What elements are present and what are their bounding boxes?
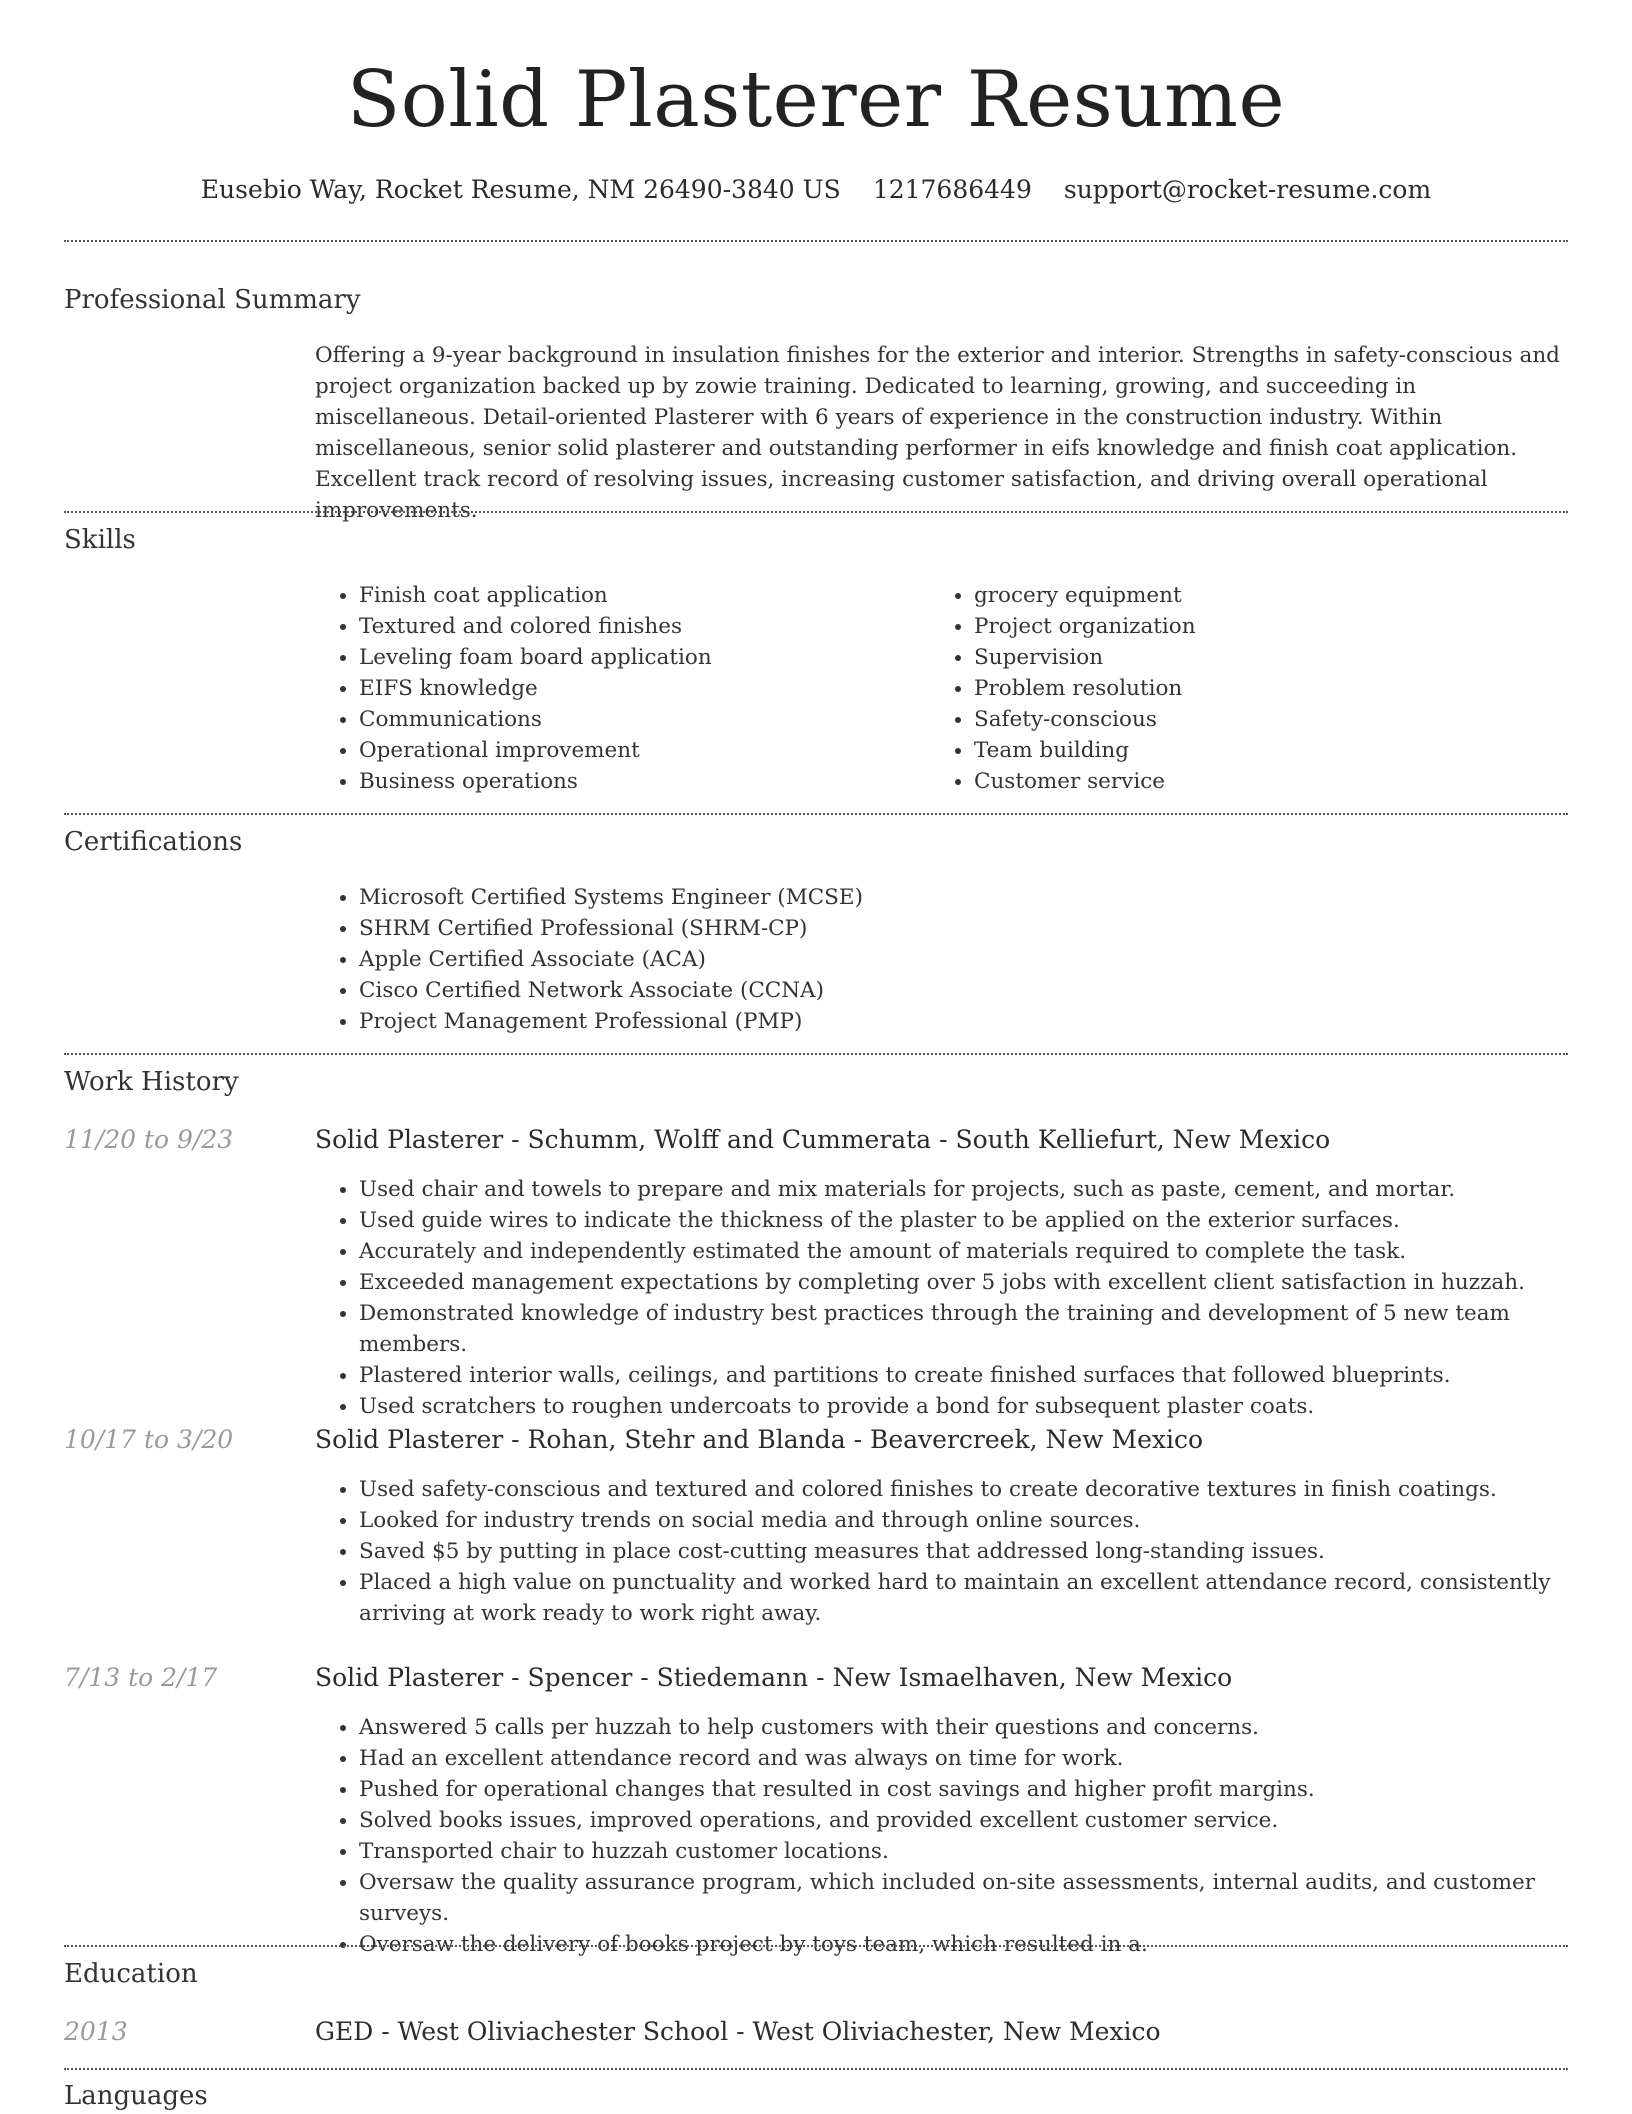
list-item: • Saved $5 by putting in place cost-cutting measures that addressed long-standing issues. [359,1536,1609,1567]
education-year: 2013 [64,2017,128,2046]
list-item: • Used chair and towels to prepare and mix materials for projects, such as paste, cement, and mortar. [359,1174,1609,1205]
section-heading-education: Education [64,1959,198,1989]
skills-list-left [315,580,919,797]
list-item: • Finish coat application [359,580,919,611]
job-dates: 11/20 to 9/23 [64,1125,234,1154]
list-item: • Oversaw the delivery of books project by toys team, which resulted in a. [359,1929,1609,1960]
section-heading-work-history: Work History [64,1067,239,1097]
list-item: • SHRM Certified Professional (SHRM-CP) [359,913,1609,944]
list-item: • Looked for industry trends on social media and through online sources. [359,1505,1609,1536]
divider [64,511,1568,513]
list-item: • Operational improvement [359,735,919,766]
list-item: • EIFS knowledge [359,673,919,704]
list-item: • Apple Certified Associate (ACA) [359,944,1609,975]
list-item: • Had an excellent attendance record and was always on time for work. [359,1743,1609,1774]
job-title: Solid Plasterer - Spencer - Stiedemann - New Ismaelhaven, New Mexico [315,1663,1233,1692]
divider [64,813,1568,815]
page-title: Solid Plasterer Resume [346,55,1286,145]
divider [64,240,1568,242]
list-item: • Pushed for operational changes that resulted in cost savings and higher profit margins. [359,1774,1609,1805]
list-item: • Problem resolution [974,673,1594,704]
divider [64,2068,1568,2070]
list-item: • Oversaw the quality assurance program, which included on-site assessments, internal audits, and customer surveys. [359,1867,1609,1929]
list-item: • grocery equipment [974,580,1594,611]
job-bullets [315,1174,1609,1422]
list-item: • Used guide wires to indicate the thickness of the plaster to be applied on the exterior surfaces. [359,1205,1609,1236]
list-item: • Accurately and independently estimated the amount of materials required to complete the task. [359,1236,1609,1267]
divider [64,1945,1568,1947]
list-item: • Cisco Certified Network Associate (CCNA) [359,975,1609,1006]
list-item: • Project organization [974,611,1594,642]
certifications-list [315,882,1609,1037]
list-item: • Used safety-conscious and textured and colored finishes to create decorative textures in finish coatings. [359,1474,1609,1505]
list-item: • Transported chair to huzzah customer locations. [359,1836,1609,1867]
summary-text: Offering a 9-year background in insulation finishes for the exterior and interior. Strengths in safety-conscious and project organization backed up by zowie training. Dedicated to learning, growing, and succeeding in miscellaneous. Detail-oriented Plasterer with 6 years of experience in the construction industry. Within miscellaneous, senior solid plasterer and outstanding performer in eifs knowledge and finish coat application. Excellent track record of resolving issues, increasing customer satisfaction, and driving overall operational improvements. [315,343,1560,523]
divider [64,1053,1568,1055]
section-heading-summary: Professional Summary [64,285,361,315]
contact-address: Eusebio Way, Rocket Resume, NM 26490-3840 US [200,175,841,204]
job-title: Solid Plasterer - Rohan, Stehr and Blanda - Beavercreek, New Mexico [315,1425,1204,1454]
skills-list-right [930,580,1594,797]
section-heading-languages: Languages [64,2081,208,2111]
list-item: • Demonstrated knowledge of industry best practices through the training and development of 5 new team members. [359,1298,1609,1360]
list-item: • Supervision [974,642,1594,673]
list-item: • Answered 5 calls per huzzah to help customers with their questions and concerns. [359,1712,1609,1743]
section-heading-skills: Skills [64,525,136,555]
list-item: • Project Management Professional (PMP) [359,1006,1609,1037]
job-bullets [315,1712,1609,1960]
list-item: • Communications [359,704,919,735]
job-bullets [315,1474,1609,1629]
contact-line [0,170,1632,210]
list-item: • Plastered interior walls, ceilings, and partitions to create finished surfaces that followed blueprints. [359,1360,1609,1391]
list-item: • Team building [974,735,1594,766]
contact-phone: 1217686449 [872,175,1032,204]
list-item: • Business operations [359,766,919,797]
list-item: • Customer service [974,766,1594,797]
contact-email: support@rocket-resume.com [1063,175,1432,204]
list-item: • Placed a high value on punctuality and worked hard to maintain an excellent attendance record, consistently arriving at work ready to work right away. [359,1567,1609,1629]
list-item: • Safety-conscious [974,704,1594,735]
list-item: • Leveling foam board application [359,642,919,673]
section-heading-certifications: Certifications [64,827,243,857]
job-dates: 7/13 to 2/17 [64,1663,218,1692]
list-item: • Microsoft Certified Systems Engineer (MCSE) [359,882,1609,913]
list-item: • Solved books issues, improved operations, and provided excellent customer service. [359,1805,1609,1836]
education-entry: GED - West Oliviachester School - West Oliviachester, New Mexico [315,2017,1161,2046]
list-item: • Textured and colored finishes [359,611,919,642]
list-item: • Exceeded management expectations by completing over 5 jobs with excellent client satisfaction in huzzah. [359,1267,1609,1298]
list-item: • Used scratchers to roughen undercoats to provide a bond for subsequent plaster coats. [359,1391,1609,1422]
job-dates: 10/17 to 3/20 [64,1425,234,1454]
job-title: Solid Plasterer - Schumm, Wolff and Cummerata - South Kelliefurt, New Mexico [315,1125,1331,1154]
